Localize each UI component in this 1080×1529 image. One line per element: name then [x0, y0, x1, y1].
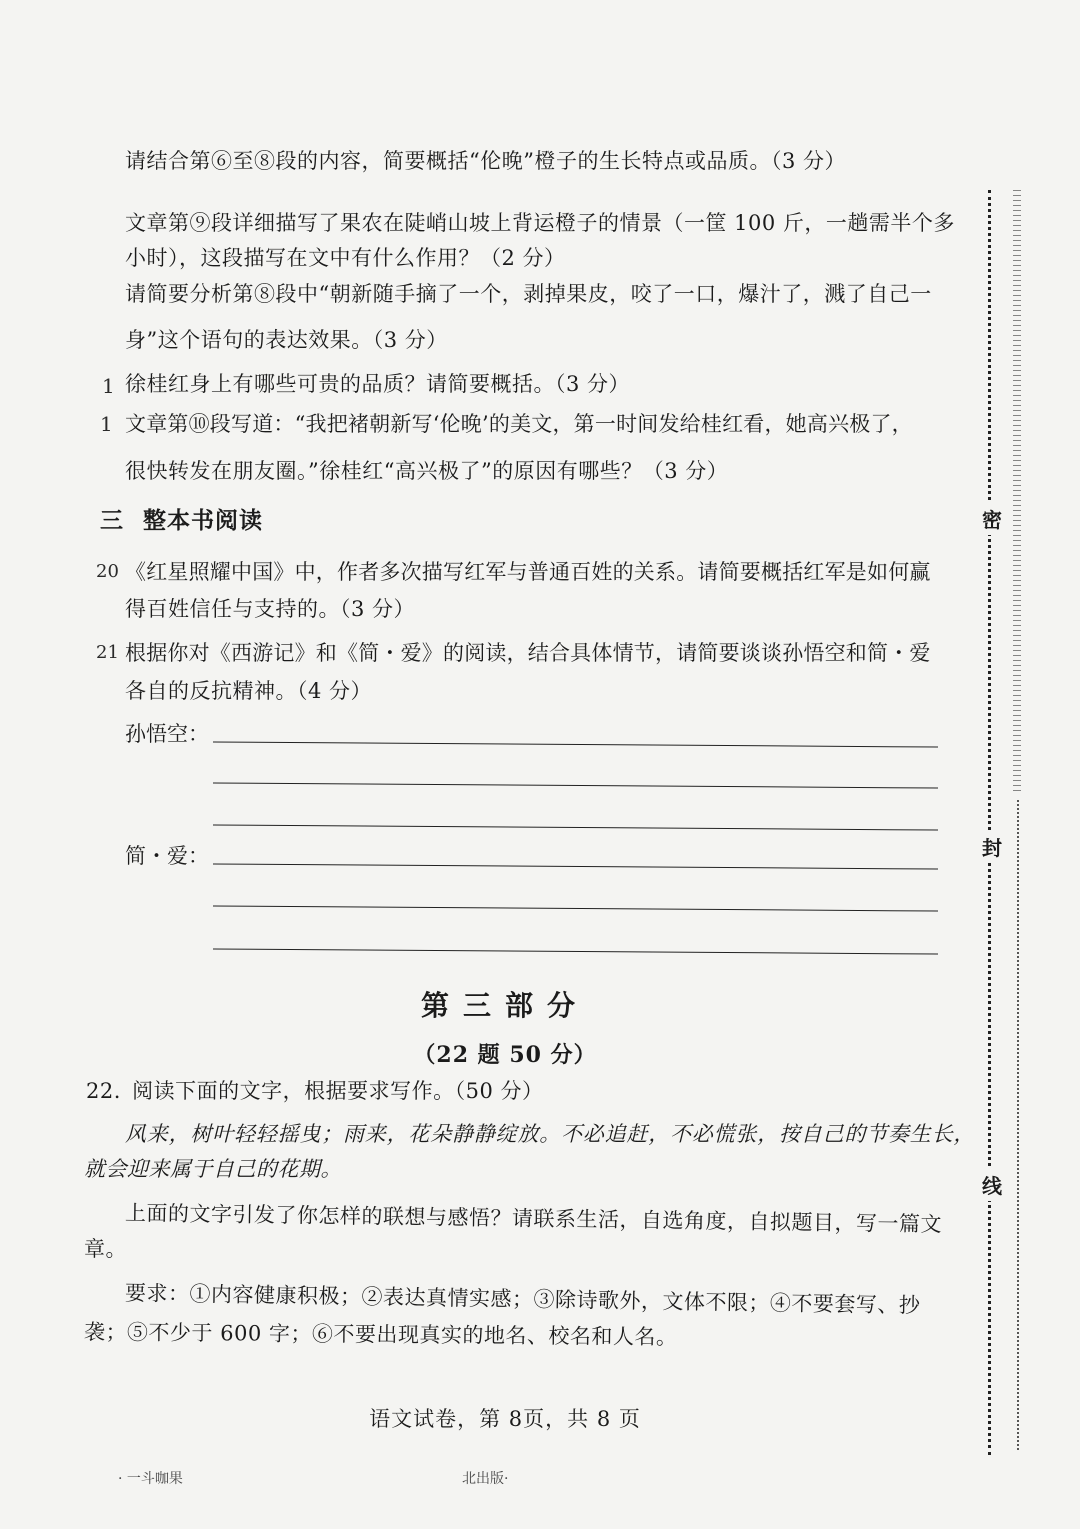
question-22-intro-text: 阅读下面的文字，根据要求写作。（50 分） — [132, 1079, 544, 1103]
section-3-title: 整本书阅读 — [143, 508, 264, 534]
question-22-quote-line1: 风来，树叶轻轻摇曳；雨来，花朵静静绽放。不必追赶，不必慌张，按自己的节奏生长， — [125, 1122, 976, 1146]
seal-mark-mi: 密 — [982, 502, 1002, 535]
seal-mark-feng: 封 — [982, 830, 1002, 863]
answer-line[interactable] — [213, 948, 938, 954]
answer-line[interactable] — [213, 824, 938, 830]
question-20a-text-line1: 文章第⑩段写道：“我把褚朝新写‘伦晚’的美文，第一时间发给桂红看，她高兴极了， — [125, 412, 913, 436]
question-16-text: 请结合第⑥至⑧段的内容，简要概括“伦晚”橙子的生长特点或品质。（3 分） — [125, 149, 847, 173]
margin-dotted-line — [1017, 800, 1019, 1450]
question-19-text: 徐桂红身上有哪些可贵的品质？请简要概括。（3 分） — [125, 372, 631, 396]
question-20-text-line2: 得百姓信任与支持的。（3 分） — [125, 597, 416, 621]
question-21-number: 21 — [96, 642, 119, 663]
question-22-prompt-line1: 上面的文字引发了你怎样的联想与感悟？请联系生活，自选角度，自拟题目，写一篇文 — [124, 1201, 943, 1237]
section-3-heading — [100, 502, 263, 535]
answer-label-jane-eyre: 简・爱： — [125, 844, 209, 868]
seal-mark-xian: 线 — [982, 1168, 1002, 1201]
question-22-quote-line2: 就会迎来属于自己的花期。 — [84, 1157, 342, 1181]
question-18-text-line1: 请简要分析第⑧段中“朝新随手摘了一个，剥掉果皮，咬了一口，爆汁了，溅了自己一 — [125, 282, 932, 306]
question-22-number: 22. — [86, 1079, 121, 1103]
answer-line[interactable] — [213, 782, 938, 788]
section-3-number: 三 — [100, 508, 124, 534]
bottom-edge-text-center: 北出版· — [462, 1471, 509, 1487]
part-3-title: 第三部分 — [420, 989, 589, 1022]
question-20a-text-line2: 很快转发在朋友圈。”徐桂红“高兴极了”的原因有哪些？（3 分） — [125, 459, 729, 483]
answer-line[interactable] — [213, 863, 938, 869]
bottom-edge-text-left: · 一斗咖果 — [118, 1471, 183, 1487]
answer-line[interactable] — [213, 905, 938, 911]
question-18-text-line2: 身”这个语句的表达效果。（3 分） — [125, 328, 448, 352]
part-3-subtitle: （22 题 50 分） — [413, 1042, 597, 1068]
question-21-text-line1: 根据你对《西游记》和《简・爱》的阅读，结合具体情节，请简要谈谈孙悟空和简・爱 — [125, 641, 931, 665]
question-17-text-line2: 小时），这段描写在文中有什么作用？（2 分） — [125, 246, 566, 270]
question-22-requirements-line1: 要求：①内容健康积极；②表达真情实感；③除诗歌外，文体不限；④不要套写、抄 — [124, 1281, 921, 1318]
question-20-text-line1: 《红星照耀中国》中，作者多次描写红军与普通百姓的关系。请简要概括红军是如何赢 — [125, 560, 931, 584]
page-footer: 语文试卷，第 8页，共 8 页 — [369, 1407, 641, 1431]
question-21-text-line2: 各自的反抗精神。（4 分） — [125, 679, 373, 703]
question-20a-number: 1 — [100, 412, 113, 436]
seal-dotted-line — [988, 190, 991, 1455]
margin-hatch — [1013, 190, 1021, 795]
question-17-text-line1: 文章第⑨段详细描写了果农在陡峭山坡上背运橙子的情景（一筐 100 斤，一趟需半个多 — [125, 211, 955, 235]
answer-line[interactable] — [213, 741, 938, 747]
answer-label-sunwukong: 孙悟空： — [125, 722, 209, 746]
question-19-number: 1 — [102, 374, 115, 398]
question-22-prompt-line2: 章。 — [84, 1237, 127, 1261]
question-22-requirements-line2: 袭；⑤不少于 600 字；⑥不要出现真实的地名、校名和人名。 — [83, 1320, 678, 1350]
question-20-number: 20 — [96, 561, 119, 582]
question-22-intro — [86, 1078, 544, 1104]
